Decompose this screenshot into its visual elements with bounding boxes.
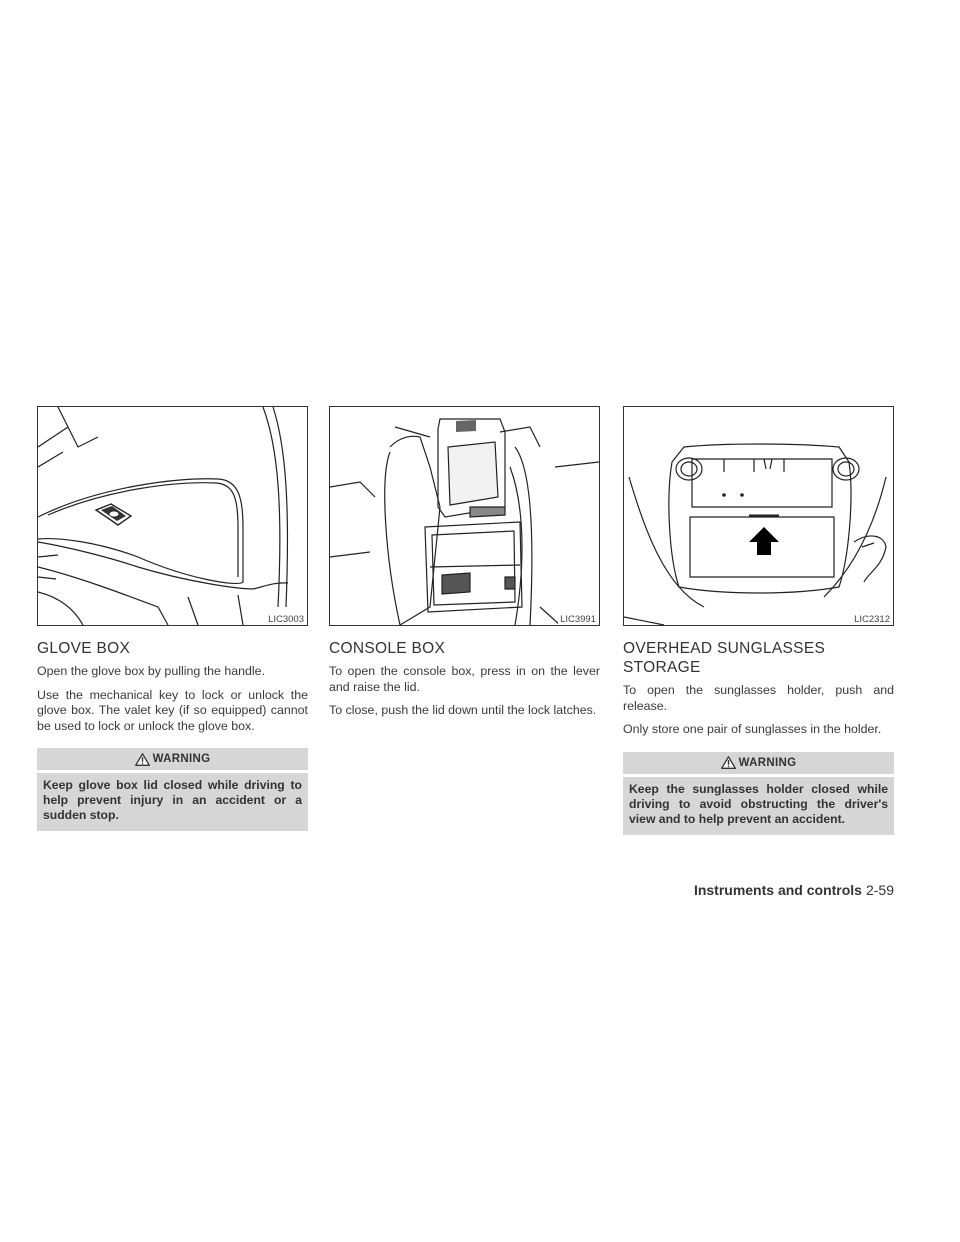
page-footer (694, 882, 894, 898)
section-heading: CONSOLE BOX (329, 640, 446, 657)
paragraph: Open the glove box by pulling the handle. (37, 664, 266, 678)
figure-id: LIC3003 (268, 614, 304, 625)
paragraph: Only store one pair of sunglasses in the holder. (623, 722, 882, 736)
figure-id: LIC2312 (854, 614, 890, 625)
warning-text: Keep glove box lid closed while driving to help prevent injury in an accident or a sudden stop. (37, 773, 308, 831)
glove-box-section (37, 406, 308, 831)
warning-header (37, 748, 308, 770)
warning-title: WARNING (738, 756, 797, 769)
warning-box (623, 752, 894, 835)
paragraph: Use the mechanical key to lock or unlock the glove box. The valet key (if so equipped) cannot be used to lock or unlock the glove box. (37, 687, 308, 733)
console-box-illustration (329, 406, 600, 626)
warning-box (37, 748, 308, 831)
sunglasses-holder-illustration (623, 406, 894, 626)
sunglasses-storage-section (623, 406, 894, 835)
glove-box-illustration (37, 406, 308, 626)
section-heading: GLOVE BOX (37, 640, 131, 657)
chapter-title: Instruments and controls (693, 882, 862, 898)
warning-triangle-icon (135, 753, 150, 766)
section-heading: OVERHEAD SUNGLASSES STORAGE (623, 640, 826, 676)
glove-box-handle (96, 504, 131, 525)
figure-id: LIC3991 (560, 614, 596, 625)
sunglasses-holder-drawing (624, 407, 893, 625)
push-direction-arrow (749, 527, 779, 555)
glove-box-drawing (38, 407, 307, 625)
console-box-drawing (330, 407, 599, 625)
warning-title: WARNING (152, 753, 211, 765)
warning-triangle-icon (721, 756, 736, 769)
paragraph: To open the console box, press in on the lever and raise the lid. (329, 664, 600, 694)
warning-header (623, 752, 894, 774)
page-number: 2-59 (865, 882, 894, 898)
paragraph: To open the sunglasses holder, push and release. (623, 683, 894, 713)
paragraph: To close, push the lid down until the lock latches. (329, 703, 597, 717)
warning-text: Keep the sunglasses holder closed while driving to avoid obstructing the driver's view and to help prevent an accident. (623, 777, 894, 835)
console-box-section (329, 406, 600, 727)
